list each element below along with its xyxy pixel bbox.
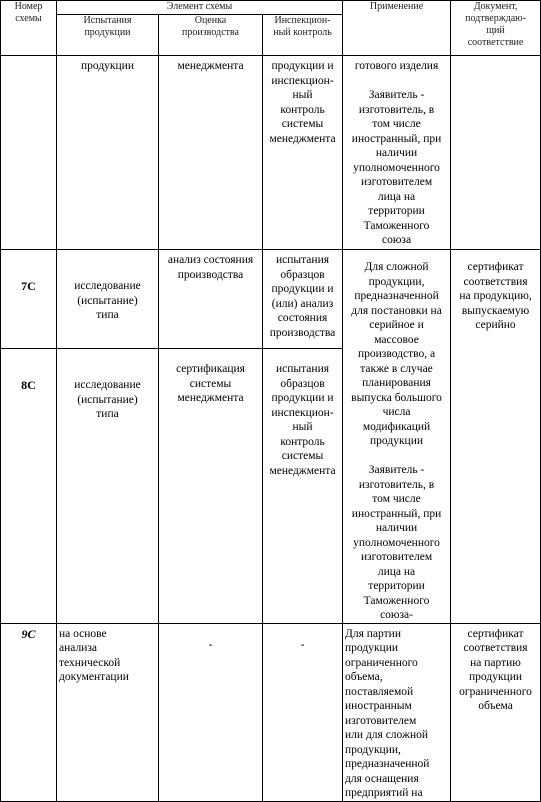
inspection-control-cell: испытания образцов продукции и (или) анализ состояния производства <box>263 250 343 349</box>
table-row <box>1 623 541 801</box>
header-inspection-control: Инспекцион- ный контроль <box>263 15 343 56</box>
scheme-number-cell <box>1 56 57 250</box>
scheme-number-cell: 7С <box>1 250 57 349</box>
application-cell: готового изделия Заявитель - изготовитель, в том числе иностранный, при наличии уполномоченного изготовителем лица на территории Таможенного союза <box>343 56 451 250</box>
scheme-number-cell: 8С <box>1 349 57 623</box>
production-assessment-cell: - <box>159 623 263 801</box>
product-testing-cell: исследование (испытание) типа <box>57 349 159 623</box>
production-assessment-cell: сертификация системы менеджмента <box>159 349 263 623</box>
header-scheme-number: Номер схемы <box>1 1 57 56</box>
inspection-control-cell: - <box>263 623 343 801</box>
application-cell: Для сложной продукции, предназначенной для постановки на серийное и массовое производство, а также в случае планирования выпуска большого числа модификаций продукции Заявитель - изготовитель, в том числе иностранный, при наличии уполномоченного изготовителем лица на территории Таможенного союза- <box>343 250 451 624</box>
table-row <box>1 56 541 250</box>
inspection-control-cell: испытания образцов продукции и инспекцион- ный контроль системы менеджмента <box>263 349 343 623</box>
header-document: Документ, подтверждаю- щий соответствие <box>451 1 541 56</box>
production-assessment-cell: менеджмента <box>159 56 263 250</box>
product-testing-cell: на основе анализа технической документации <box>57 623 159 801</box>
header-production-assessment: Оценка производства <box>159 15 263 56</box>
product-testing-cell: продукции <box>57 56 159 250</box>
document-cell: сертификат соответствия на продукцию, выпускаемую серийно <box>451 250 541 624</box>
inspection-control-cell: продукции и инспекцион- ный контроль системы менеджмента <box>263 56 343 250</box>
product-testing-cell: исследование (испытание) типа <box>57 250 159 349</box>
header-product-testing: Испытания продукции <box>57 15 159 56</box>
application-cell: Для партии продукции ограниченного объема, поставляемой иностранным изготовителем или для сложной продукции, предназначенной для оснащения предприятий на <box>343 623 451 801</box>
document-cell: сертификат соответствия на партию продукции ограниченного объема <box>451 623 541 801</box>
scheme-number-cell: 9С <box>1 623 57 801</box>
table-row <box>1 250 541 349</box>
production-assessment-cell: анализ состояния производства <box>159 250 263 349</box>
header-application: Применение <box>343 1 451 56</box>
document-cell <box>451 56 541 250</box>
header-scheme-element: Элемент схемы <box>57 1 343 15</box>
